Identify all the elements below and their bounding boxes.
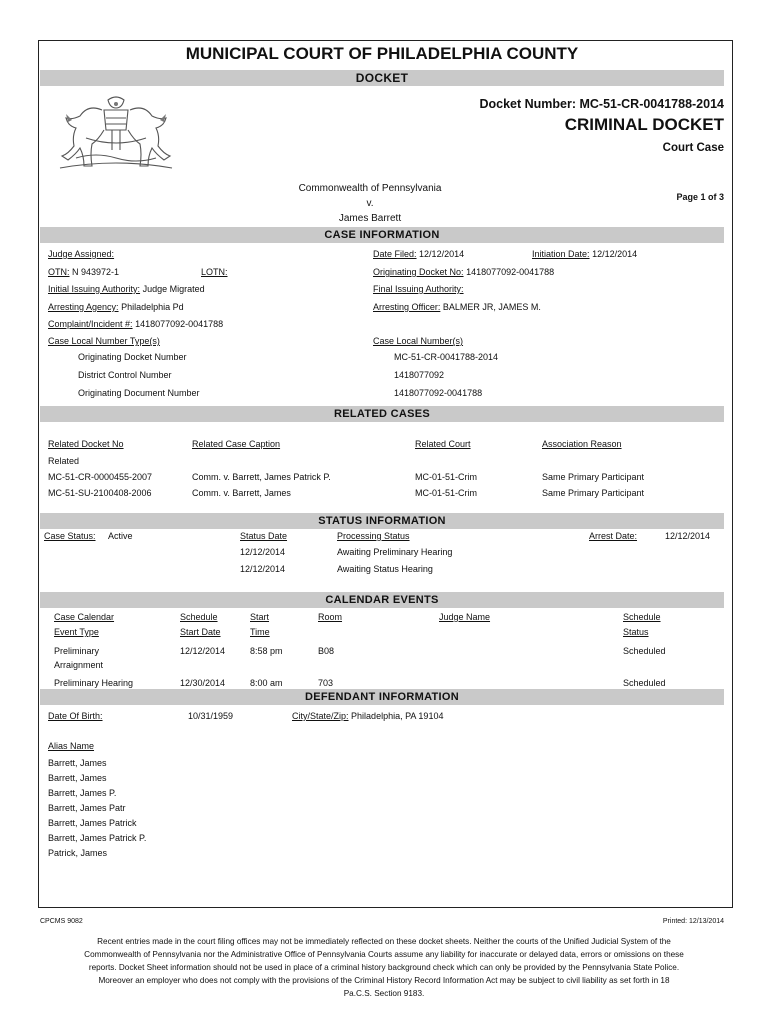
alias-item: Barrett, James Patrick: [48, 818, 137, 828]
initial-authority-value: Judge Migrated: [142, 284, 205, 294]
caption-versus: v.: [366, 198, 374, 209]
case-status-value: Active: [108, 531, 133, 541]
initiation-date-value: 12/12/2014: [592, 249, 638, 259]
defendant-information-bar: DEFENDANT INFORMATION: [40, 689, 724, 705]
court-case-label: Court Case: [662, 142, 724, 154]
arresting-agency-label: Arresting Agency:: [48, 302, 119, 312]
case-status-label: Case Status:: [44, 531, 96, 541]
arresting-officer-label: Arresting Officer:: [373, 302, 441, 312]
alias-item: Barrett, James P.: [48, 788, 117, 798]
related-docket-header: Related Docket No: [48, 439, 124, 449]
local-type-1: Originating Docket Number: [78, 352, 187, 362]
case-caption: [250, 181, 490, 226]
schedule-status-header-2: Status: [623, 627, 649, 637]
dob-value: 10/31/1959: [188, 711, 234, 721]
association-reason-2: Same Primary Participant: [542, 488, 645, 498]
event-time-1: 8:58 pm: [250, 646, 283, 656]
event-type-header-2: Event Type: [54, 627, 99, 637]
arresting-agency-value: Philadelphia Pd: [121, 302, 184, 312]
criminal-docket-title: CRIMINAL DOCKET: [564, 115, 724, 134]
status-date-1: 12/12/2014: [240, 547, 286, 557]
schedule-header-1: Schedule: [180, 612, 218, 622]
alias-item: Barrett, James Patr: [48, 803, 126, 813]
event-type-1b: Arraignment: [54, 660, 104, 670]
disclaimer-text: Recent entries made in the court filing offices may not be immediately reflected on these docket sheets. Neither the courts of the Unified Judicial System of the Commonwealth of Pennsylvania nor the Administrative Office of Pennsylvania Courts assume any liability for inaccurate or delayed data, errors or omissions on these reports. Docket Sheet information should not be used in place of a criminal history background check which can only be provided by the Pennsylvania State Police. Moreover an employer who does not comply with the provisions of the Criminal History Record Information Act may be subject to civil liability as set forth in 18 Pa.C.S. Section 9183.: [84, 937, 684, 998]
calendar-events-bar: CALENDAR EVENTS: [40, 592, 724, 608]
related-caption-1: Comm. v. Barrett, James Patrick P.: [192, 472, 331, 482]
start-time-header-1: Start: [250, 612, 270, 622]
date-filed-row: [373, 249, 464, 259]
dob-label: Date Of Birth:: [48, 711, 103, 721]
related-court-1: MC-01-51-Crim: [415, 472, 478, 482]
alias-item: Patrick, James: [48, 848, 108, 858]
initial-authority-row: [48, 284, 205, 294]
event-date-1: 12/12/2014: [180, 646, 226, 656]
arresting-officer-value: BALMER JR, JAMES M.: [442, 302, 541, 312]
arrest-date-label: Arrest Date:: [589, 531, 638, 541]
status-date-2: 12/12/2014: [240, 564, 286, 574]
judge-name-header: Judge Name: [439, 612, 491, 622]
alias-list: [48, 756, 146, 861]
pennsylvania-seal-icon: [46, 94, 186, 176]
local-type-2: District Control Number: [78, 370, 172, 380]
related-caption-2: Comm. v. Barrett, James: [192, 488, 291, 498]
docket-number: Docket Number: MC-51-CR-0041788-2014: [479, 97, 724, 111]
processing-status-1: Awaiting Preliminary Hearing: [337, 547, 453, 557]
printed-date: Printed: 12/13/2014: [662, 918, 724, 925]
docket-bar: DOCKET: [40, 70, 724, 86]
alias-name-header: Alias Name: [48, 741, 95, 751]
related-docket-1: MC-51-CR-0000455-2007: [48, 472, 153, 482]
initiation-date-label: Initiation Date:: [532, 249, 590, 259]
arresting-agency-row: [48, 302, 184, 312]
event-room-2: 703: [318, 678, 334, 688]
city-state-zip-value: Philadelphia, PA 19104: [351, 711, 444, 721]
status-date-header: Status Date: [240, 531, 288, 541]
otn-value: N 943972-1: [72, 267, 120, 277]
alias-item: Barrett, James Patrick P.: [48, 833, 147, 843]
schedule-status-header-1: Schedule: [623, 612, 661, 622]
initiation-date-row: [532, 249, 637, 259]
related-cases-bar: RELATED CASES: [40, 406, 724, 422]
form-id: CPCMS 9082: [40, 918, 83, 925]
processing-status-header: Processing Status: [337, 531, 410, 541]
city-state-zip-label: City/State/Zip:: [292, 711, 349, 721]
local-number-header: Case Local Number(s): [373, 336, 464, 346]
lotn-label: LOTN:: [201, 267, 228, 277]
case-information-bar: CASE INFORMATION: [40, 227, 724, 243]
complaint-value: 1418077092-0041788: [135, 319, 224, 329]
event-status-1: Scheduled: [623, 646, 666, 656]
event-room-1: B08: [318, 646, 335, 656]
schedule-header-2: Start Date: [180, 627, 221, 637]
otn-label: OTN:: [48, 267, 70, 277]
related-group-label: Related: [48, 456, 80, 466]
event-date-2: 12/30/2014: [180, 678, 226, 688]
status-information-bar: STATUS INFORMATION: [40, 513, 724, 529]
local-number-2: 1418077092: [394, 370, 445, 380]
association-reason-1: Same Primary Participant: [542, 472, 645, 482]
page-indicator: Page 1 of 3: [676, 192, 724, 202]
arresting-officer-row: [373, 302, 541, 312]
event-type-2: Preliminary Hearing: [54, 678, 134, 688]
related-court-header: Related Court: [415, 439, 471, 449]
related-court-2: MC-01-51-Crim: [415, 488, 478, 498]
originating-docket-row: [373, 267, 554, 277]
complaint-row: [48, 319, 223, 329]
date-filed-label: Date Filed:: [373, 249, 417, 259]
processing-status-2: Awaiting Status Hearing: [337, 564, 433, 574]
caption-defendant: James Barrett: [338, 213, 402, 224]
association-reason-header: Association Reason: [542, 439, 622, 449]
event-type-header-1: Case Calendar: [54, 612, 115, 622]
arrest-date-value: 12/12/2014: [665, 531, 711, 541]
city-state-zip-row: [292, 711, 443, 721]
originating-docket-value: 1418077092-0041788: [466, 267, 555, 277]
initial-authority-label: Initial Issuing Authority:: [48, 284, 141, 294]
local-type-3: Originating Document Number: [78, 388, 200, 398]
room-header: Room: [318, 612, 343, 622]
event-time-2: 8:00 am: [250, 678, 283, 688]
otn-row: [48, 267, 119, 277]
complaint-label: Complaint/Incident #:: [48, 319, 133, 329]
alias-item: Barrett, James: [48, 758, 107, 768]
event-type-1a: Preliminary: [54, 646, 100, 656]
start-time-header-2: Time: [250, 627, 270, 637]
related-docket-2: MC-51-SU-2100408-2006: [48, 488, 152, 498]
caption-commonwealth: Commonwealth of Pennsylvania: [298, 183, 442, 194]
related-caption-header: Related Case Caption: [192, 439, 281, 449]
local-number-1: MC-51-CR-0041788-2014: [394, 352, 499, 362]
alias-item: Barrett, James: [48, 773, 107, 783]
local-number-3: 1418077092-0041788: [394, 388, 483, 398]
event-status-2: Scheduled: [623, 678, 666, 688]
court-title: MUNICIPAL COURT OF PHILADELPHIA COUNTY: [185, 44, 579, 63]
judge-assigned-label: Judge Assigned:: [48, 249, 115, 259]
case-status-row: [44, 531, 133, 541]
local-type-header: Case Local Number Type(s): [48, 336, 160, 346]
final-authority-label: Final Issuing Authority:: [373, 284, 464, 294]
date-filed-value: 12/12/2014: [419, 249, 465, 259]
originating-docket-label: Originating Docket No:: [373, 267, 464, 277]
